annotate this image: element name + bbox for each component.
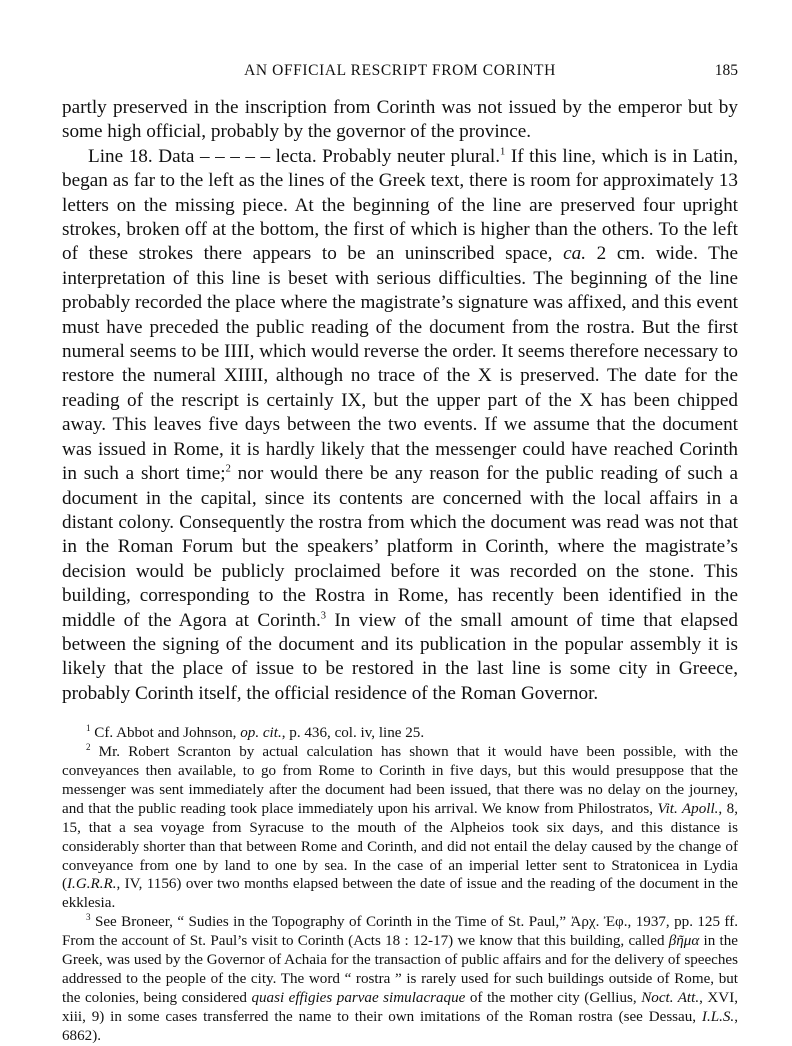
footnote-2 <box>62 743 738 913</box>
footnote-text: in the Greek, was used by the Governor of Achaia for the transaction of public affairs and for the delivery of speeches addressed to the people of the city. The word “ rostra ” is rarely used for such buildings outside of Rome, but the colonies, being considered <box>62 933 738 1006</box>
footnote-text: , 1937, pp. 125 ff. From the account of St. Paul’s visit to Corinth (Acts 18 : 12-17) we know that this building, called <box>62 914 738 950</box>
footnote-ref-1[interactable]: 1 <box>500 146 506 158</box>
footnote-text: Mr. Robert Scranton by actual calculation has shown that it would have been possible, with the conveyances then available, to go from Rome to Corinth in five days, but this would presuppose that the messenger was sent immediately after the document had been issued, that there was no delay on the journey, and that the public reading took place immediately upon his arrival. We know from Philostratos, <box>62 744 738 817</box>
footnote-text: , XVI, xiii, 9) in some cases transferred the name to their own imitations of the Roman rostra (see Dessau, <box>62 989 738 1025</box>
paragraph-text: 2 cm. wide. The interpretation of this line is beset with serious difficulties. The beginning of the line probably recorded the place where the magistrate’s signature was affixed, and this event must have preceded the public reading of the document from the rostra. But the first numeral seems to be IIII, which would reverse the order. It seems therefore necessary to restore the numeral XIIII, although no trace of the X is preserved. The date for the reading of the rescript is certainly IX, but the upper part of the X has been chipped away. This leaves five days between the two events. If we assume that the document was issued in Rome, it is hardly likely that the messenger could have reached Corinth in such a short time; <box>62 243 738 485</box>
paragraph-continued: partly preserved in the inscription from Corinth was not issued by the emperor but by some high official, probably by the governor of the province. <box>62 97 738 143</box>
footnote-mark: 3 <box>86 912 91 923</box>
footnote-italic: Noct. Att. <box>641 989 700 1006</box>
footnote-text: , 6862). <box>62 1008 738 1044</box>
abbreviation-ca: ca. <box>563 243 587 265</box>
paragraph-line-18 <box>62 145 738 706</box>
footnote-text: Cf. Abbot and Johnson, <box>90 725 241 742</box>
footnote-text: , p. 436, col. iv, line 25. <box>281 725 425 742</box>
footnote-ref-2[interactable]: 2 <box>225 463 231 475</box>
footnote-1 <box>62 724 738 743</box>
paragraph-text: In view of the small amount of time that elapsed between the signing of the document and its publication in the popular assembly it is likely that the place of issue to be restored in the last line is some city in Greece, probably Corinth itself, the official residence of the Roman Governor. <box>62 609 738 704</box>
paragraph-text: If this line, which is in Latin, began as far to the left as the lines of the Greek text, there is room for approximately 13 letters on the missing piece. At the beginning of the line are preserved four upright strokes, broken off at the bottom, the first of which is higher than the others. To the left of these strokes there appears to be an uninscribed space, <box>62 145 738 265</box>
footnote-mark: 2 <box>86 742 91 753</box>
footnote-italic: op. cit. <box>240 725 282 742</box>
running-title: AN OFFICIAL RESCRIPT FROM CORINTH <box>244 62 556 79</box>
main-text <box>62 96 738 706</box>
footnote-italic: Vit. Apoll. <box>657 800 719 817</box>
greek-abbreviation: Ἀρχ. Ἐφ. <box>570 914 628 931</box>
footnote-text: , 8, 15, that a sea voyage from Syracuse to the mouth of the Alpheios took six days, and this distance is considerably shorter than that between Rome and Corinth, and did not entail the delay caused by the change of conveyance from one by land to one by sea. In the case of an imperial letter sent to Stratonicea in Lydia ( <box>62 800 738 893</box>
footnotes <box>62 724 738 1045</box>
paragraph-text: Line 18. Data – – – – – lecta. Probably neuter plural. <box>88 145 500 167</box>
footnote-ref-3[interactable]: 3 <box>320 610 327 622</box>
paragraph-text: nor would there be any reason for the public reading of such a document in the capital, since its contents are concerned with the local affairs in a distant colony. Consequently the rostra from which the document was read was not that in the Roman Forum but the speakers’ platform in Corinth, where the magistrate’s decision would be publicly proclaimed before it was recorded on the stone. This building, corresponding to the Rostra in Rome, has recently been identified in the middle of the Agora at Corinth. <box>62 463 738 631</box>
page-number: 185 <box>714 62 738 79</box>
footnote-italic: quasi effigies parvae simulacraque <box>251 989 466 1006</box>
footnote-3 <box>62 913 738 1045</box>
footnote-mark: 1 <box>86 723 91 734</box>
footnote-text: See Broneer, “ Sudies in the Topography of Corinth in the Time of St. Paul,” <box>90 914 571 931</box>
footnote-text: of the mother city (Gellius, <box>465 989 642 1006</box>
footnote-italic: I.L.S. <box>701 1008 735 1025</box>
page <box>62 62 738 1046</box>
footnote-italic: I.G.R.R. <box>67 876 117 893</box>
greek-word: βῆμα <box>668 933 700 950</box>
footnote-text: , IV, 1156) over two months elapsed between the date of issue and the reading of the document in the ekklesia. <box>62 876 738 912</box>
page-header <box>62 62 738 86</box>
